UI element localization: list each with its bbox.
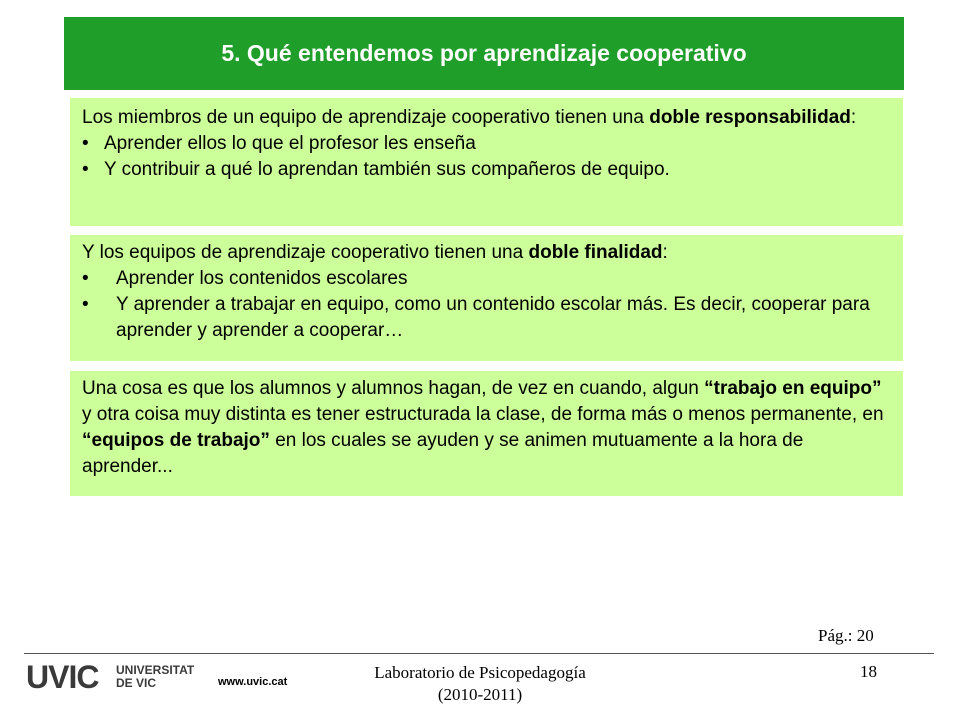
box2-intro xyxy=(82,240,891,266)
logo-line2: DE VIC xyxy=(116,676,157,690)
list-item xyxy=(82,131,891,157)
box3-paragraph xyxy=(82,376,891,480)
footer-title xyxy=(330,662,630,706)
list-item xyxy=(82,266,891,292)
box1-bullet-text: Y contribuir a qué lo aprendan también sus compañeros de equipo. xyxy=(104,159,670,180)
bullet-icon: • xyxy=(82,159,89,180)
box2-bullet-text: Y aprender a trabajar en equipo, como un contenido escolar más. Es decir, cooperar para aprender y aprender a cooperar… xyxy=(116,294,870,341)
box3-bold-equipos: “equipos de trabajo” xyxy=(82,430,270,451)
box1-intro xyxy=(82,105,891,131)
bullet-icon: • xyxy=(82,294,89,315)
teamwork-box xyxy=(70,371,903,496)
footer-title-line2: (2010-2011) xyxy=(437,685,523,704)
website-link[interactable]: www.uvic.cat xyxy=(218,676,288,688)
box2-bold-text: doble finalidad xyxy=(528,242,663,263)
logo-subtitle xyxy=(116,664,194,690)
box1-bullet-text: Aprender ellos lo que el profesor les enseña xyxy=(104,133,476,154)
page-reference: Pág.: 20 xyxy=(818,626,874,645)
box3-text-part2: y otra coisa muy distinta es tener estructurada la clase, de forma más o menos permanente, en xyxy=(82,404,884,425)
box1-end-text: : xyxy=(850,107,857,128)
footer-title-line1: Laboratorio de Psicopedagogía xyxy=(374,663,586,682)
title-bar xyxy=(64,17,904,90)
box1-intro-text: Los miembros de un equipo de aprendizaje cooperativo tienen una xyxy=(82,107,650,128)
logo-word: UVIC xyxy=(26,659,99,695)
box1-bold-text: doble responsabilidad xyxy=(649,107,851,128)
logo-line1: UNIVERSITAT xyxy=(116,663,195,677)
box3-text-part1: Una cosa es que los alumnos y alumnos hagan, de vez en cuando, algun xyxy=(82,378,705,399)
list-item xyxy=(82,292,891,344)
slide-title: 5. Qué entendemos por aprendizaje cooperativo xyxy=(221,40,747,66)
box2-end-text: : xyxy=(662,242,668,263)
slide-number: 18 xyxy=(860,662,877,681)
bullet-icon: • xyxy=(82,268,89,289)
box3-text-part3: en los cuales se ayuden y se animen mutuamente a la hora de aprender... xyxy=(82,430,804,477)
uvic-logo xyxy=(26,659,206,695)
box2-intro-text: Y los equipos de aprendizaje cooperativo tienen una xyxy=(82,242,529,263)
list-item xyxy=(82,157,891,183)
purpose-box xyxy=(70,235,903,361)
box3-bold-trabajo: “trabajo en equipo” xyxy=(704,378,882,399)
box2-bullet-text: Aprender los contenidos escolares xyxy=(116,268,408,289)
bullet-icon: • xyxy=(82,133,89,154)
responsibility-box xyxy=(70,98,903,226)
footer-divider xyxy=(24,653,934,654)
